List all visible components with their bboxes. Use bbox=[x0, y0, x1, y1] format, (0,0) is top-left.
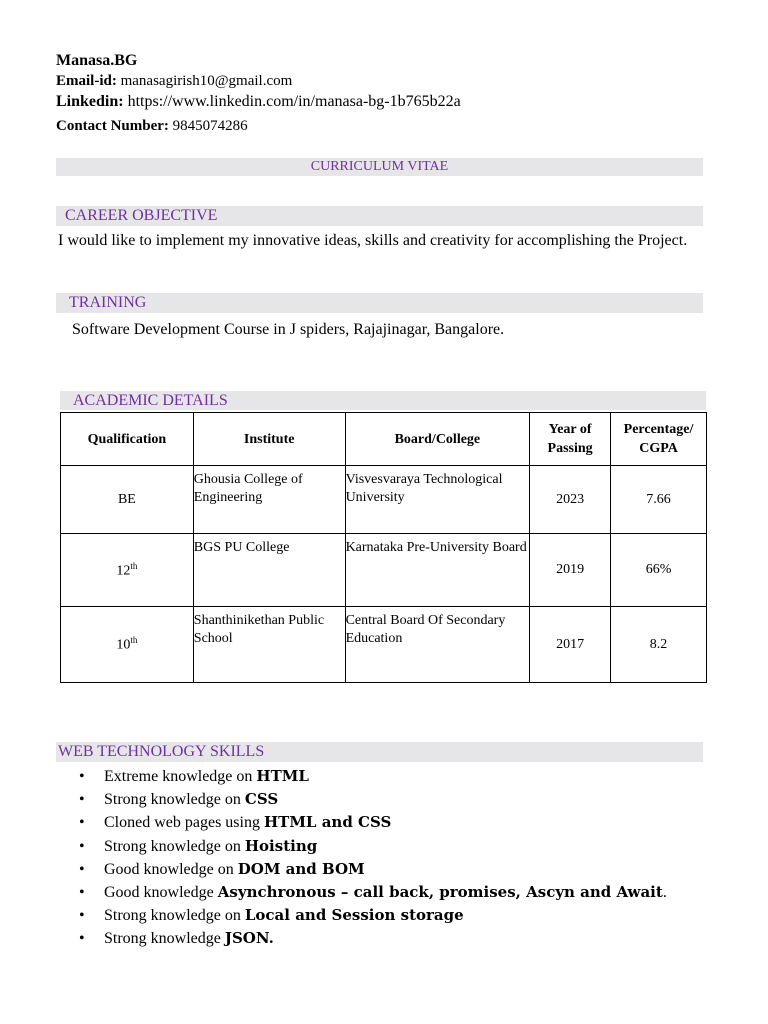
career-objective-heading: CAREER OBJECTIVE bbox=[56, 206, 703, 226]
skill-text: Strong knowledge bbox=[104, 930, 225, 948]
contact-line bbox=[56, 118, 248, 135]
skill-text: Good knowledge on bbox=[104, 860, 238, 878]
ordinal-suffix: th bbox=[130, 560, 138, 571]
list-item bbox=[79, 811, 667, 834]
skill-keyword: HTML bbox=[256, 767, 309, 785]
skill-text: Extreme knowledge on bbox=[104, 768, 257, 785]
linkedin-line bbox=[56, 93, 461, 111]
qualification-value: 12 bbox=[116, 563, 131, 579]
score-cell: 8.2 bbox=[611, 607, 707, 683]
skill-keyword: JSON. bbox=[224, 929, 274, 948]
board-cell: Karnataka Pre-University Board bbox=[345, 534, 530, 607]
year-cell: 2019 bbox=[530, 534, 611, 607]
skill-keyword: Local and Session storage bbox=[244, 906, 464, 925]
qualification-value: BE bbox=[117, 491, 136, 507]
score-cell: 66% bbox=[611, 534, 707, 607]
column-header-score: Percentage/ CGPA bbox=[611, 413, 707, 466]
list-item bbox=[79, 858, 667, 881]
column-header-qualification: Qualification bbox=[61, 413, 194, 466]
year-cell: 2017 bbox=[530, 607, 611, 683]
board-cell: Visvesvaraya Technological University bbox=[345, 466, 530, 534]
skill-text: Strong knowledge on bbox=[104, 791, 245, 809]
candidate-name: Manasa.BG bbox=[56, 52, 138, 69]
skill-text: Good knowledge bbox=[104, 884, 218, 902]
column-header-board: Board/College bbox=[345, 413, 530, 466]
table-header-row bbox=[61, 413, 707, 466]
bullet-icon: • bbox=[79, 860, 85, 878]
list-item bbox=[79, 788, 667, 811]
bullet-icon: • bbox=[79, 768, 85, 785]
career-objective-text: I would like to implement my innovative ideas, skills and creativity for accomplishing the Project. bbox=[58, 232, 688, 249]
email-line bbox=[56, 73, 292, 90]
academic-details-heading: ACADEMIC DETAILS bbox=[60, 391, 706, 410]
skills-list bbox=[79, 765, 667, 951]
table-row bbox=[61, 466, 707, 534]
institute-cell: Ghousia College of Engineering bbox=[193, 466, 345, 534]
skill-text: Strong knowledge on bbox=[104, 837, 245, 855]
qualification-cell bbox=[61, 466, 194, 534]
linkedin-label: Linkedin: bbox=[56, 93, 124, 110]
training-heading: TRAINING bbox=[56, 293, 703, 313]
list-item bbox=[79, 927, 667, 950]
board-cell: Central Board Of Secondary Education bbox=[345, 607, 530, 683]
skill-suffix: . bbox=[662, 884, 667, 902]
list-item bbox=[79, 835, 667, 858]
bullet-icon: • bbox=[79, 837, 85, 855]
skill-keyword: DOM and BOM bbox=[237, 859, 365, 878]
ordinal-suffix: th bbox=[130, 635, 138, 646]
column-header-institute: Institute bbox=[193, 413, 345, 466]
bullet-icon: • bbox=[79, 884, 85, 902]
column-header-year: Year of Passing bbox=[530, 413, 611, 466]
table-row bbox=[61, 534, 707, 607]
list-item bbox=[79, 904, 667, 927]
academic-table bbox=[60, 412, 707, 683]
bullet-icon: • bbox=[79, 814, 85, 832]
training-text: Software Development Course in J spiders, Rajajinagar, Bangalore. bbox=[72, 321, 505, 338]
qualification-cell bbox=[61, 534, 194, 607]
bullet-icon: • bbox=[79, 930, 85, 948]
skill-keyword: HTML and CSS bbox=[263, 813, 392, 832]
skill-text: Strong knowledge on bbox=[104, 907, 245, 925]
email-value[interactable]: manasagirish10@gmail.com bbox=[120, 73, 293, 89]
institute-cell: BGS PU College bbox=[193, 534, 345, 607]
document-title: CURRICULUM VITAE bbox=[56, 158, 703, 176]
bullet-icon: • bbox=[79, 791, 85, 809]
web-skills-heading: WEB TECHNOLOGY SKILLS bbox=[56, 742, 703, 762]
skill-keyword: Asynchronous – call back, promises, Ascyn and Await bbox=[217, 883, 663, 902]
contact-number: 9845074286 bbox=[172, 118, 248, 134]
list-item bbox=[79, 881, 667, 904]
qualification-value: 10 bbox=[116, 637, 131, 653]
year-cell: 2023 bbox=[530, 466, 611, 534]
contact-label: Contact Number: bbox=[56, 118, 169, 134]
score-cell: 7.66 bbox=[611, 466, 707, 534]
skill-keyword: Hoisting bbox=[244, 836, 318, 855]
skill-text: Cloned web pages using bbox=[104, 814, 264, 832]
table-row bbox=[61, 607, 707, 683]
linkedin-url[interactable]: https://www.linkedin.com/in/manasa-bg-1b765b22a bbox=[127, 93, 461, 110]
skill-keyword: CSS bbox=[244, 790, 279, 809]
institute-cell: Shanthinikethan Public School bbox=[193, 607, 345, 683]
bullet-icon: • bbox=[79, 907, 85, 925]
list-item bbox=[79, 765, 667, 788]
qualification-cell bbox=[61, 607, 194, 683]
email-label: Email-id: bbox=[56, 73, 117, 89]
